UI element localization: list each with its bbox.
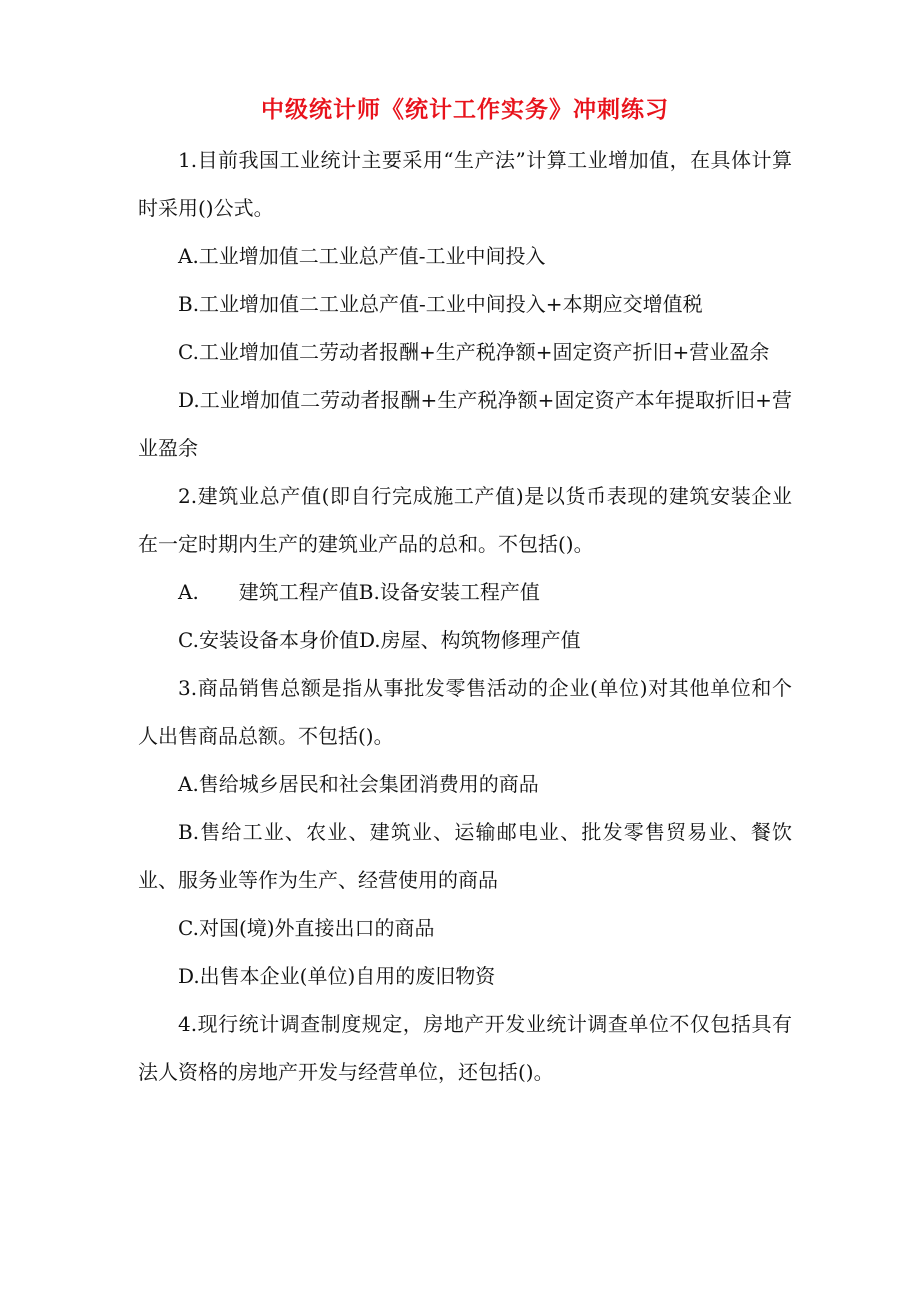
question-1-option-a: A.工业增加值二工业总产值-工业中间投入	[178, 244, 546, 268]
question-3-option-a: A.售给城乡居民和社会集团消费用的商品	[178, 772, 539, 796]
question-1-option-b: B.工业增加值二工业总产值-工业中间投入+本期应交增值税	[178, 292, 703, 316]
question-4: 4.现行统计调查制度规定，房地产开发业统计调查单位不仅包括具有法人资格的房地产开发与经营单位，还包括()。	[138, 1012, 792, 1084]
question-1: 1.目前我国工业统计主要采用“生产法”计算工业增加值，在具体计算时采用()公式。	[138, 148, 792, 220]
question-2-options-ab: A. 建筑工程产值B.设备安装工程产值	[178, 580, 540, 604]
question-3-option-d: D.出售本企业(单位)自用的废旧物资	[178, 964, 496, 988]
question-1-option-c: C.工业增加值二劳动者报酬+生产税净额+固定资产折旧+营业盈余	[178, 340, 770, 364]
question-3-option-b: B.售给工业、农业、建筑业、运输邮电业、批发零售贸易业、餐饮业、服务业等作为生产、经营使用的商品	[138, 820, 792, 892]
question-3-option-c: C.对国(境)外直接出口的商品	[178, 916, 435, 940]
question-2: 2.建筑业总产值(即自行完成施工产值)是以货币表现的建筑安装企业在一定时期内生产的建筑业产品的总和。不包括()。	[138, 484, 792, 556]
document-title: 中级统计师《统计工作实务》冲刺练习	[261, 96, 669, 123]
question-3: 3.商品销售总额是指从事批发零售活动的企业(单位)对其他单位和个人出售商品总额。不包括()。	[138, 676, 792, 748]
question-2-options-cd: C.安装设备本身价值D.房屋、构筑物修理产值	[178, 628, 581, 652]
question-1-option-d: D.工业增加值二劳动者报酬+生产税净额+固定资产本年提取折旧+营业盈余	[138, 388, 792, 460]
